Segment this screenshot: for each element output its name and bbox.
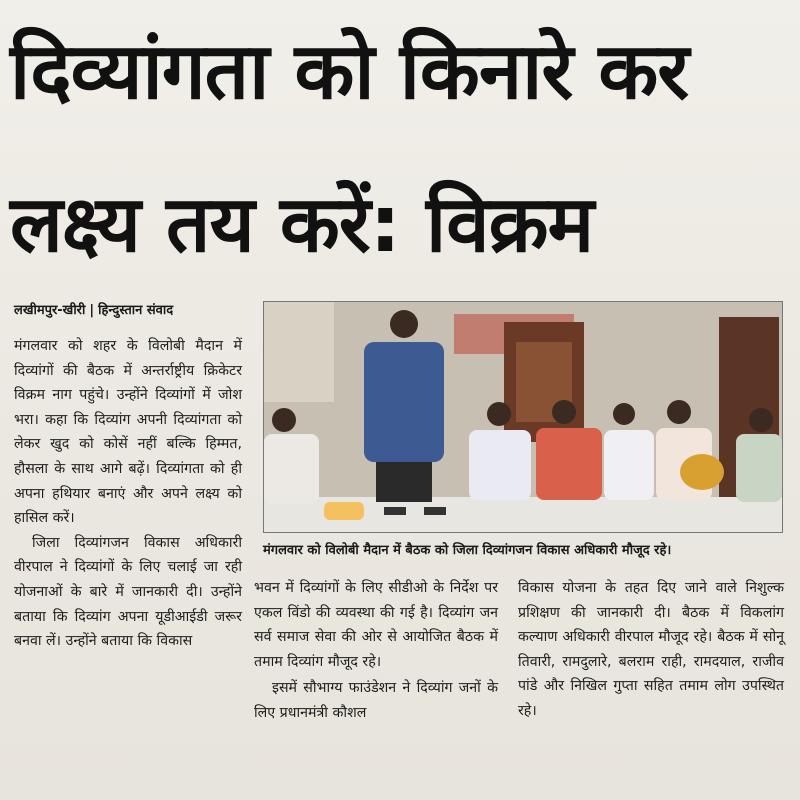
article-column-1 [14,334,242,654]
article-column-2 [254,576,498,726]
article-paragraph: मंगलवार को शहर के विलोबी मैदान में दिव्यांगों की बैठक में अन्तर्राष्ट्रीय क्रिकेटर विक्रम नाग पहुंचे। उन्होंने दिव्यांगों में जोश भरा। कहा कि दिव्यांग अपनी दिव्यांगता को लेकर खुद को कोसें नहीं बल्कि हिम्मत, हौसला के साथ आगे बढ़ें। दिव्यांगता को ही अपना हथियार बनाएं और अपने लक्ष्य को हासिल करें। [14,338,242,527]
byline-location: लखीमपुर-खीरी [14,303,86,318]
article-paragraph: भवन में दिव्यांगों के लिए सीडीओ के निर्देश पर एकल विंडो की व्यवस्था की गई है। दिव्यांग जन सर्व समाज सेवा की ओर से आयोजित बैठक में तमाम दिव्यांग मौजूद रहे। [254,580,498,670]
byline [14,300,254,318]
news-photo [263,301,783,533]
article-paragraph: जिला दिव्यांगजन विकास अधिकारी वीरपाल ने दिव्यांगों के लिए चलाई जा रही योजनाओं के बारे में जानकारी दी। उन्होंने बताया कि दिव्यांग अपना यूडीआईडी जरूर बनवा लें। उन्होंने बताया कि विकास [14,534,242,650]
article-paragraph: इसमें सौभाग्य फाउंडेशन ने दिव्यांग जनों के लिए प्रधानमंत्री कौशल [254,680,498,721]
meeting-photo-illustration [264,302,782,532]
article-column-3 [518,576,784,724]
headline-line-2: लक्ष्य तय करें: विक्रम [10,180,594,270]
headline-line-1: दिव्यांगता को किनारे कर [10,27,689,117]
byline-source: हिन्दुस्तान संवाद [98,303,174,318]
article-paragraph: विकास योजना के तहत दिए जाने वाले निशुल्क प्रशिक्षण की जानकारी दी। बैठक में विकलांग कल्याण अधिकारी वीरपाल मौजूद रहे। बैठक में सोनू तिवारी, रामदुलारे, बलराम राही, रामदयाल, राजीव पांडे और निखिल गुप्ता सहित तमाम लोग उपस्थित रहे। [518,580,784,719]
photo-caption: मंगलवार को विलोबी मैदान में बैठक को जिला दिव्यांगजन विकास अधिकारी मौजूद रहे। [263,543,672,558]
byline-separator: | [89,303,95,318]
